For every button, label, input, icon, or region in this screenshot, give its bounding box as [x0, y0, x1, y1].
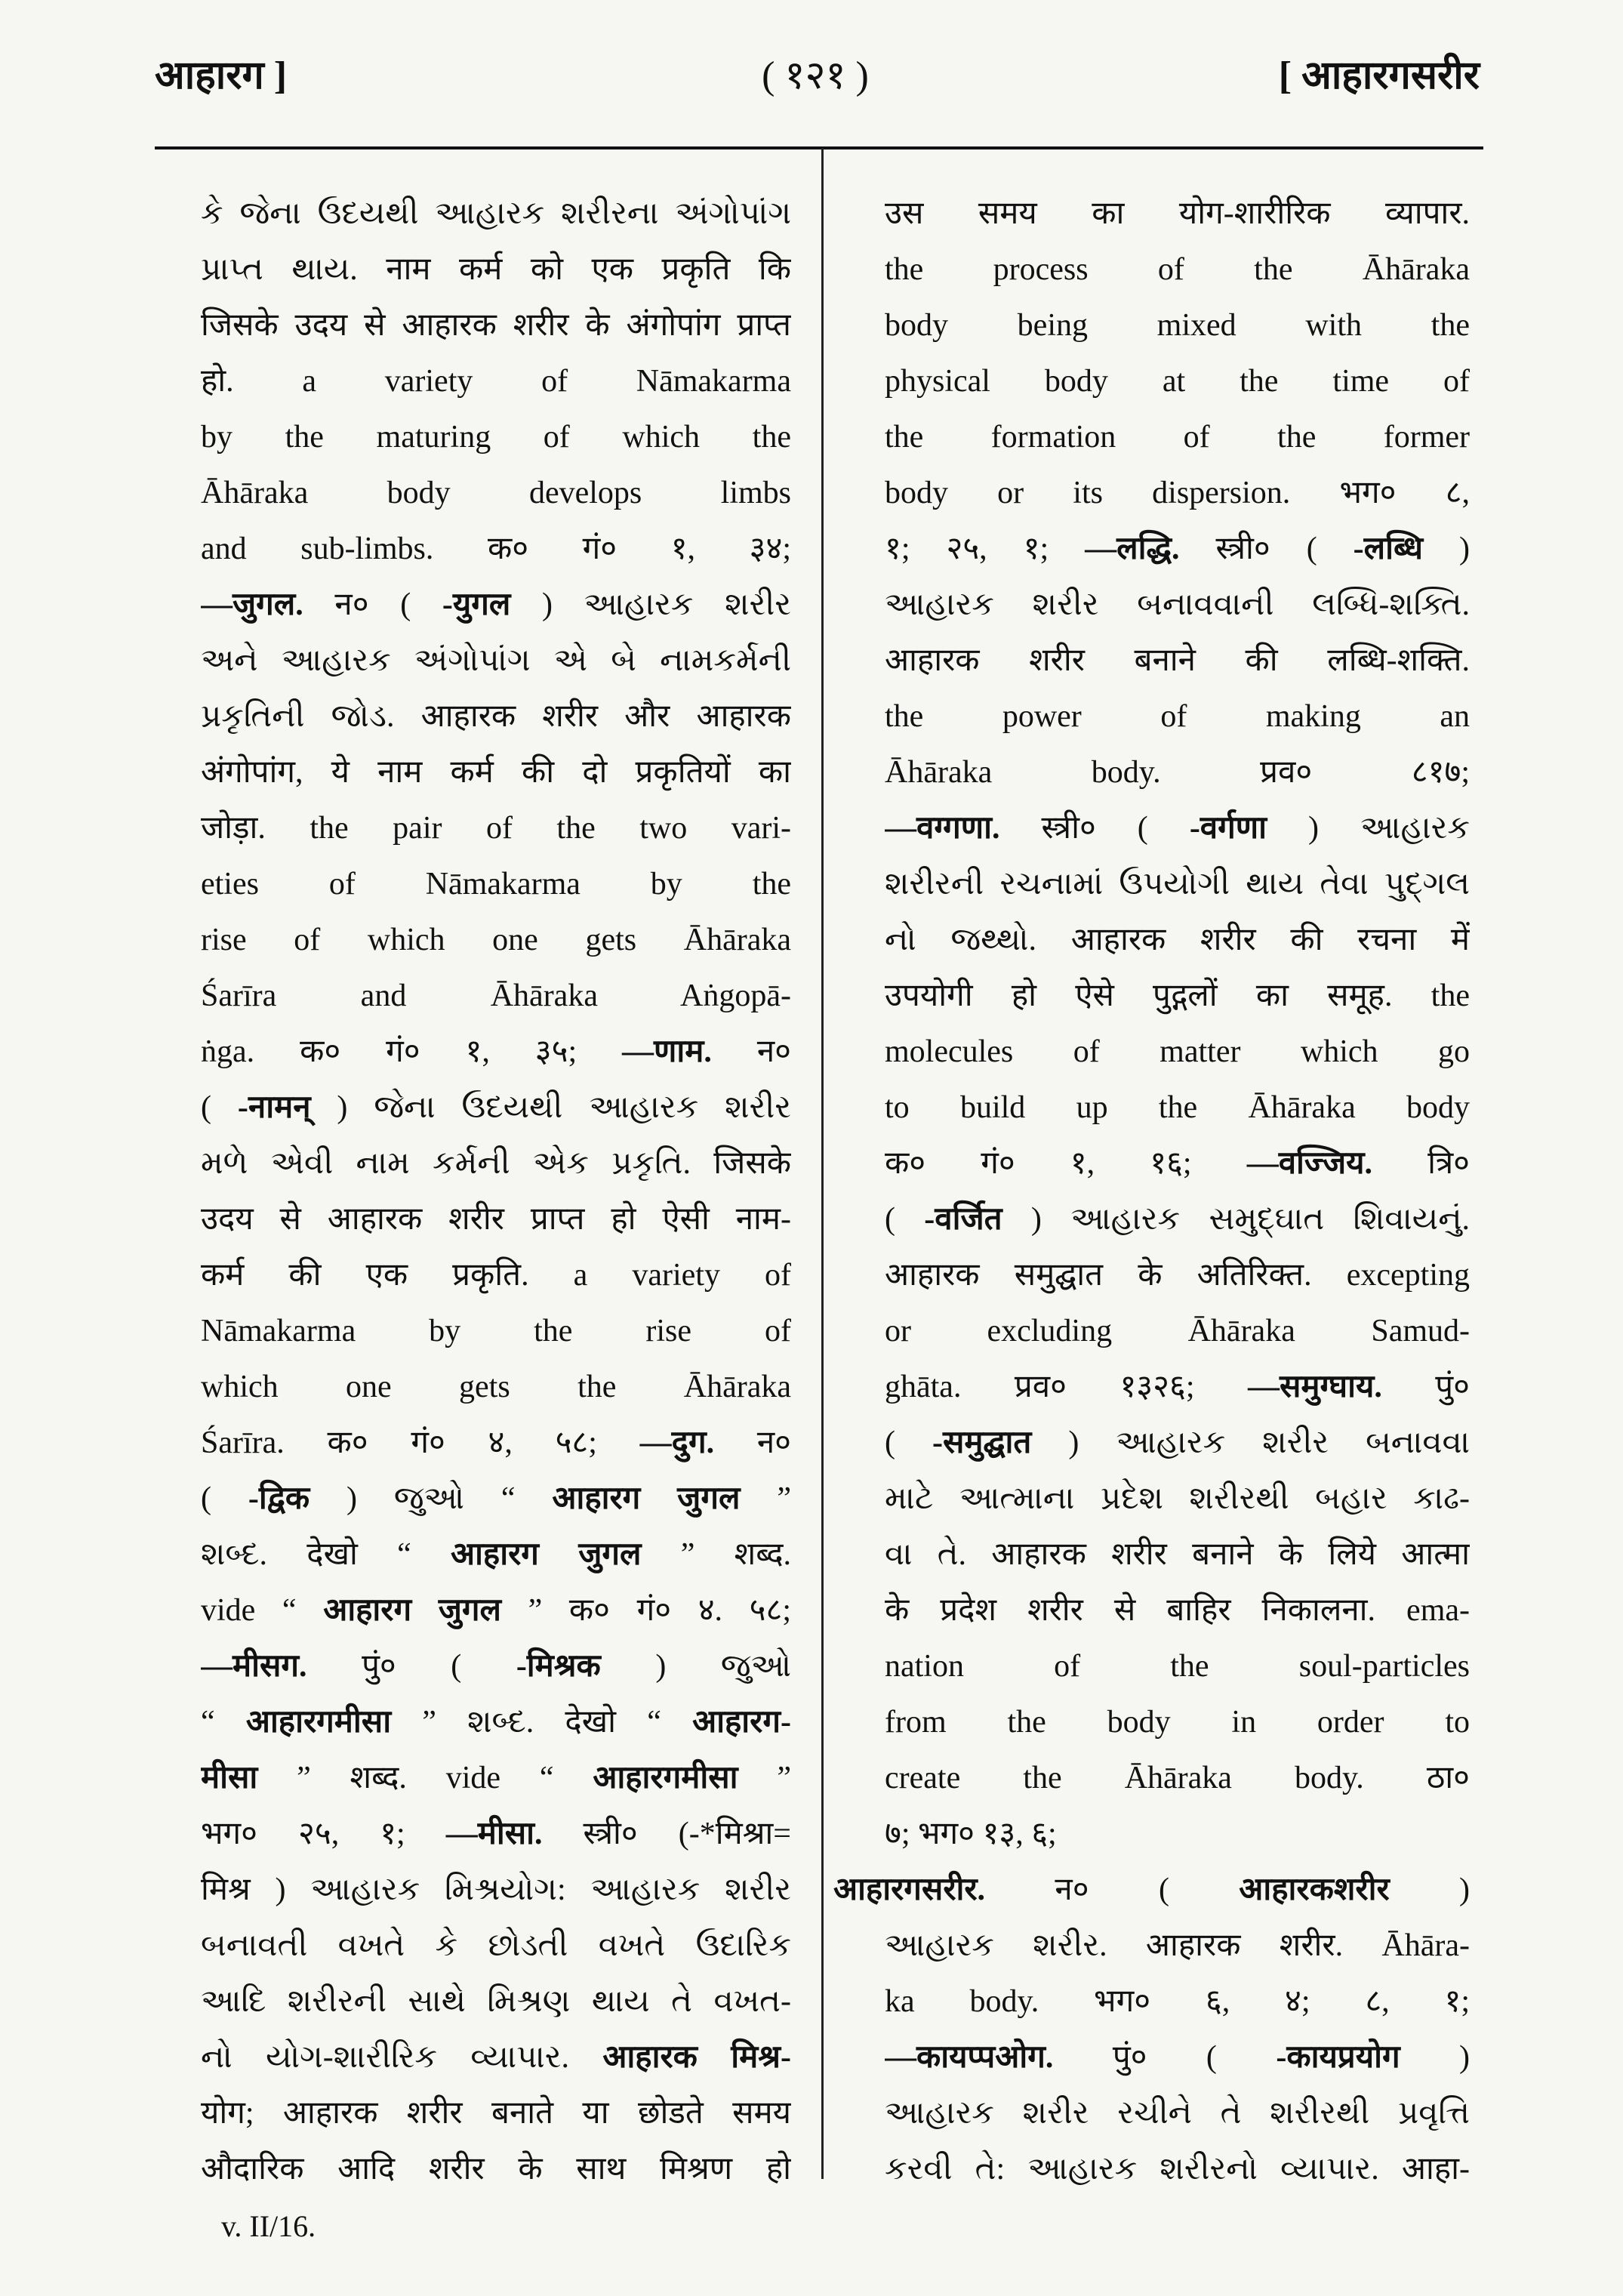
- text-segment: પ્રાપ્ત થાય. नाम कर्म को एक प्रकृति कि: [201, 252, 791, 287]
- text-line: [885, 1024, 1470, 1080]
- text-line: [885, 912, 1470, 968]
- text-segment: eties of Nāmakarma by the: [201, 867, 791, 901]
- text-segment: ): [1423, 532, 1470, 566]
- text-segment: the power of making an: [885, 699, 1470, 734]
- text-segment: nation of the soul-particles: [885, 1649, 1470, 1684]
- text-line: [201, 2029, 791, 2085]
- text-line: [885, 577, 1470, 633]
- text-segment: मिश्र ) આહારક મિશ્રયોગ: આહારક શરીર: [201, 1872, 791, 1907]
- text-line: [201, 242, 791, 297]
- text-segment: પ્રકૃતિની જોડ. आहारक शरीर और आहारक: [201, 699, 791, 734]
- headword: आहारगमीसा: [245, 1705, 392, 1740]
- text-line: [885, 1638, 1470, 1694]
- text-segment: ” શબ્દ. देखो “: [391, 1705, 693, 1740]
- text-segment: कर्म की एक प्रकृति. a variety of: [201, 1258, 791, 1293]
- text-segment: ): [1389, 1872, 1470, 1907]
- text-line: [885, 968, 1470, 1024]
- text-segment: जिसके उदय से आहारक शरीर के अंगोपांग प्राप्त: [201, 308, 791, 343]
- text-segment: ” क० गं० ४. ५८;: [501, 1593, 791, 1628]
- text-segment: उदय से आहारक शरीर प्राप्त हो ऐसी नाम-: [201, 1202, 791, 1237]
- text-line: [201, 353, 791, 409]
- text-segment: १; २५, १;: [885, 532, 1086, 566]
- text-line: [885, 1806, 1470, 1862]
- headword: -मिश्रक: [516, 1649, 601, 1684]
- text-segment: ṅga. क० गं० १, ३५;: [201, 1034, 623, 1069]
- text-segment: by the maturing of which the: [201, 420, 791, 455]
- text-line: [885, 800, 1470, 856]
- column-divider: [821, 148, 824, 2179]
- text-line: [885, 186, 1470, 242]
- headword: आहारगमीसा: [593, 1761, 738, 1795]
- headword: आहारग जुगल: [552, 1481, 741, 1516]
- text-line: [201, 2141, 791, 2197]
- headword: आहारग जुगल: [451, 1537, 642, 1572]
- text-line: [201, 1862, 791, 1918]
- running-head-left: आहारग ]: [155, 54, 288, 97]
- text-segment: ) જેના ઉદયથી આહારક શરીર: [310, 1090, 791, 1125]
- signature-mark: v. II/16.: [221, 2209, 316, 2243]
- text-segment: the process of the Āhāraka: [885, 252, 1470, 287]
- text-line: [201, 1527, 791, 1583]
- text-segment: त्रि०: [1372, 1146, 1470, 1181]
- text-segment: अंगोपांग, ये नाम कर्म की दो प्रकृतियों का: [201, 755, 791, 790]
- text-segment: ) જુઓ: [600, 1649, 791, 1684]
- text-line: [885, 1191, 1470, 1247]
- headword: —कायप्पओग.: [885, 2040, 1054, 2075]
- text-line: [885, 409, 1470, 465]
- text-line: [201, 1974, 791, 2029]
- text-segment: भग० २५, १;: [201, 1817, 446, 1851]
- text-segment: योग; आहारक शरीर बनाते या छोडते समय: [201, 2096, 791, 2131]
- text-segment: to build up the Āhāraka body: [885, 1090, 1470, 1125]
- text-line: [885, 744, 1470, 800]
- text-line: [885, 1136, 1470, 1191]
- text-line: [201, 1918, 791, 1974]
- text-segment: શબ્દ. देखो “: [201, 1537, 451, 1572]
- text-line: [201, 1694, 791, 1750]
- text-line: [201, 1247, 791, 1303]
- headword: मीसा: [201, 1761, 258, 1795]
- text-segment: आहारक शरीर बनाने की लब्धि-शक्ति.: [885, 643, 1470, 678]
- text-segment: create the Āhāraka body. ठा०: [885, 1761, 1470, 1795]
- text-segment: (: [201, 1481, 248, 1516]
- text-line: [201, 1638, 791, 1694]
- headword: -वर्गणा: [1189, 811, 1267, 846]
- text-segment: औदारिक आदि शरीर के साथ मिश्रण हो: [201, 2152, 791, 2187]
- text-line: [201, 1806, 791, 1862]
- text-segment: पुं० (: [1053, 2040, 1277, 2075]
- text-segment: पुं०: [1381, 1370, 1470, 1404]
- text-line: [201, 2085, 791, 2141]
- text-line: [201, 633, 791, 689]
- text-line: [201, 800, 791, 856]
- text-line: [885, 297, 1470, 353]
- text-line: [885, 1694, 1470, 1750]
- text-segment: or excluding Āhāraka Samud-: [885, 1314, 1470, 1348]
- text-segment: physical body at the time of: [885, 364, 1470, 399]
- text-line: [201, 1191, 791, 1247]
- text-line: [885, 1471, 1470, 1527]
- text-segment: स्त्री० (: [999, 811, 1190, 846]
- text-line: [885, 1974, 1470, 2029]
- text-segment: स्त्री० (-*मिश्रा=: [542, 1817, 791, 1851]
- text-line: [201, 689, 791, 744]
- text-segment: (: [885, 1425, 932, 1460]
- text-segment: ) આહારક શરીર બનાવવા: [1031, 1425, 1470, 1460]
- headword: आहारग-: [692, 1705, 791, 1740]
- text-segment: न० (: [985, 1872, 1240, 1907]
- headword: -लब्धि: [1353, 532, 1424, 566]
- text-segment: મળે એવી નામ કર્મની એક પ્રકૃતિ. जिसके: [201, 1146, 791, 1181]
- text-line: [885, 1918, 1470, 1974]
- text-segment: body being mixed with the: [885, 308, 1470, 343]
- right-column: [833, 186, 1470, 2197]
- text-line: [201, 1583, 791, 1638]
- headword: —दुग.: [639, 1425, 715, 1460]
- text-line: [885, 1583, 1470, 1638]
- text-line: [201, 912, 791, 968]
- text-segment: न०: [711, 1034, 791, 1069]
- text-segment: and sub-limbs. क० गं० १, ३४;: [201, 532, 791, 566]
- headword: आहारकशरीर: [1239, 1872, 1390, 1907]
- text-line: [201, 1303, 791, 1359]
- text-segment: ): [1400, 2040, 1470, 2075]
- text-segment: (: [885, 1202, 925, 1237]
- text-line: [885, 856, 1470, 912]
- text-line: [885, 1415, 1470, 1471]
- text-segment: આદિ શરીરની સાથે મિશ્રણ થાય તે વખત-: [201, 1984, 791, 2019]
- text-segment: के प्रदेश शरीर से बाहिर निकालना. ema-: [885, 1593, 1470, 1628]
- text-segment: Śarīra and Āhāraka Aṅgopā-: [201, 978, 791, 1013]
- text-segment: “: [201, 1705, 246, 1740]
- text-segment: from the body in order to: [885, 1705, 1470, 1740]
- headword: -कायप्रयोग: [1276, 2040, 1400, 2075]
- text-segment: કરવી તે: આહારક શરીરનો વ્યાપાર. आहा-: [885, 2152, 1470, 2187]
- text-line: [885, 633, 1470, 689]
- text-segment: स्त्री० (: [1179, 532, 1354, 566]
- text-line: [885, 2141, 1470, 2197]
- text-line: [885, 242, 1470, 297]
- text-line: [201, 1136, 791, 1191]
- text-line: [201, 1359, 791, 1415]
- text-line: [201, 856, 791, 912]
- headword: आहारक मिश्र-: [602, 2040, 791, 2075]
- text-segment: which one gets the Āhāraka: [201, 1370, 791, 1404]
- text-segment: ”: [740, 1481, 791, 1516]
- text-line: [201, 577, 791, 633]
- text-segment: ”: [738, 1761, 791, 1795]
- headword: —वग्गणा.: [885, 811, 1000, 846]
- text-segment: નો જથ્થો. आहारक शरीर की रचना में: [885, 923, 1470, 957]
- text-segment: ) આહારક શરીર: [510, 587, 791, 622]
- text-segment: ) આહારક: [1267, 811, 1470, 846]
- text-line: [201, 1080, 791, 1136]
- text-line: [885, 1247, 1470, 1303]
- text-line: [201, 968, 791, 1024]
- text-segment: ” शब्द.: [641, 1537, 791, 1572]
- headword: —मीसग.: [201, 1649, 307, 1684]
- headword: -युगल: [442, 587, 511, 622]
- text-line: [885, 353, 1470, 409]
- header-rule: [155, 146, 1483, 149]
- text-segment: न० (: [303, 587, 442, 622]
- text-segment: વા તે. आहारक शरीर बनाने के लिये आत्मा: [885, 1537, 1470, 1572]
- text-segment: ” शब्द. vide “: [257, 1761, 593, 1795]
- text-segment: Āhāraka body. प्रव० ८१७;: [885, 755, 1470, 790]
- text-line: [885, 2029, 1470, 2085]
- text-segment: rise of which one gets Āhāraka: [201, 923, 791, 957]
- headword: -द्विक: [248, 1481, 310, 1516]
- text-line: [885, 1359, 1470, 1415]
- text-line: [885, 2085, 1470, 2141]
- headword: —समुग्घाय.: [1247, 1370, 1382, 1404]
- headword: आहारग जुगल: [323, 1593, 502, 1628]
- text-line: [201, 186, 791, 242]
- text-segment: આહારક શરીર. आहारक शरीर. Āhāra-: [885, 1928, 1470, 1963]
- text-line: [201, 465, 791, 521]
- text-line: [201, 1024, 791, 1080]
- text-line: [201, 409, 791, 465]
- text-line: [201, 744, 791, 800]
- text-segment: vide “: [201, 1593, 324, 1628]
- text-segment: નો યોગ-શારીરિક વ્યાપાર.: [201, 2040, 603, 2075]
- text-segment: ) આહારક સમુદ્ઘાત શિવાયનું.: [1002, 1202, 1470, 1237]
- text-line: [201, 297, 791, 353]
- text-segment: उस समय का योग-शारीरिक व्यापार.: [885, 196, 1470, 231]
- text-segment: ghāta. प्रव० १३२६;: [885, 1370, 1248, 1404]
- text-segment: जोड़ा. the pair of the two vari-: [201, 811, 791, 846]
- text-segment: Āhāraka body develops limbs: [201, 476, 791, 510]
- text-segment: पुं० (: [306, 1649, 516, 1684]
- text-line: [201, 1415, 791, 1471]
- text-line: [885, 1080, 1470, 1136]
- text-segment: Śarīra. क० गं० ४, ५८;: [201, 1425, 640, 1460]
- headword: -समुद्घात: [932, 1425, 1032, 1460]
- text-segment: બનાવતી વખતે કે છોડતી વખતે ઉદારિક: [201, 1928, 791, 1963]
- headword: —मीसा.: [445, 1817, 543, 1851]
- text-segment: (: [201, 1090, 238, 1125]
- text-line: [201, 1471, 791, 1527]
- text-segment: Nāmakarma by the rise of: [201, 1314, 791, 1348]
- headword: —णाम.: [622, 1034, 712, 1069]
- headword: —वज्जिय.: [1246, 1146, 1372, 1181]
- text-line: [885, 521, 1470, 577]
- headword: —जुगल.: [201, 587, 303, 622]
- text-line: [885, 689, 1470, 744]
- text-line: [885, 1750, 1470, 1806]
- headword: —लद्धि.: [1085, 532, 1180, 566]
- text-segment: અને આહારક અંગોપાંગ એ બે નામકર્મની: [201, 643, 791, 678]
- text-segment: ७; भग० १३, ६;: [885, 1817, 1057, 1851]
- text-segment: માટે આત્માના પ્રદેશ શરીરથી બહાર કાઢ-: [885, 1481, 1470, 1516]
- text-segment: ka body. भग० ६, ४; ८, १;: [885, 1984, 1470, 2019]
- text-segment: आहारक समुद्घात के अतिरिक्त. excepting: [885, 1258, 1470, 1293]
- running-head-right: [ आहारगसरीर: [1278, 54, 1480, 97]
- headword: -वर्जित: [924, 1202, 1002, 1237]
- text-segment: કે જેના ઉદયથી આહારક શરીરના અંગોપાંગ: [201, 196, 791, 231]
- text-line: [833, 1862, 1470, 1918]
- text-segment: क० गं० १, १६;: [885, 1146, 1247, 1181]
- text-segment: न०: [714, 1425, 791, 1460]
- text-segment: આહારક શરીર બનાવવાની લબ્ધિ-શક્તિ.: [885, 587, 1470, 622]
- text-segment: molecules of matter which go: [885, 1034, 1470, 1069]
- text-line: [885, 465, 1470, 521]
- left-column: [201, 186, 791, 2197]
- headword: आहारगसरीर.: [833, 1872, 986, 1907]
- text-line: [885, 1303, 1470, 1359]
- text-line: [201, 1750, 791, 1806]
- text-segment: the formation of the former: [885, 420, 1470, 455]
- text-line: [885, 1527, 1470, 1583]
- text-segment: उपयोगी हो ऐसे पुद्गलों का समूह. the: [885, 978, 1470, 1013]
- text-line: [201, 521, 791, 577]
- page-number: ( १२१ ): [762, 54, 869, 97]
- text-segment: हो. a variety of Nāmakarma: [201, 364, 791, 399]
- headword: -नामन्: [237, 1090, 311, 1125]
- text-segment: ) જુઓ “: [310, 1481, 553, 1516]
- text-segment: body or its dispersion. भग० ८,: [885, 476, 1470, 510]
- text-segment: આહારક શરીર રચીને તે શરીરથી પ્રવૃત્તિ: [885, 2096, 1470, 2131]
- text-segment: શરીરની રચનામાં ઉપયોગી થાય તેવા પુદ્ગલ: [885, 867, 1470, 901]
